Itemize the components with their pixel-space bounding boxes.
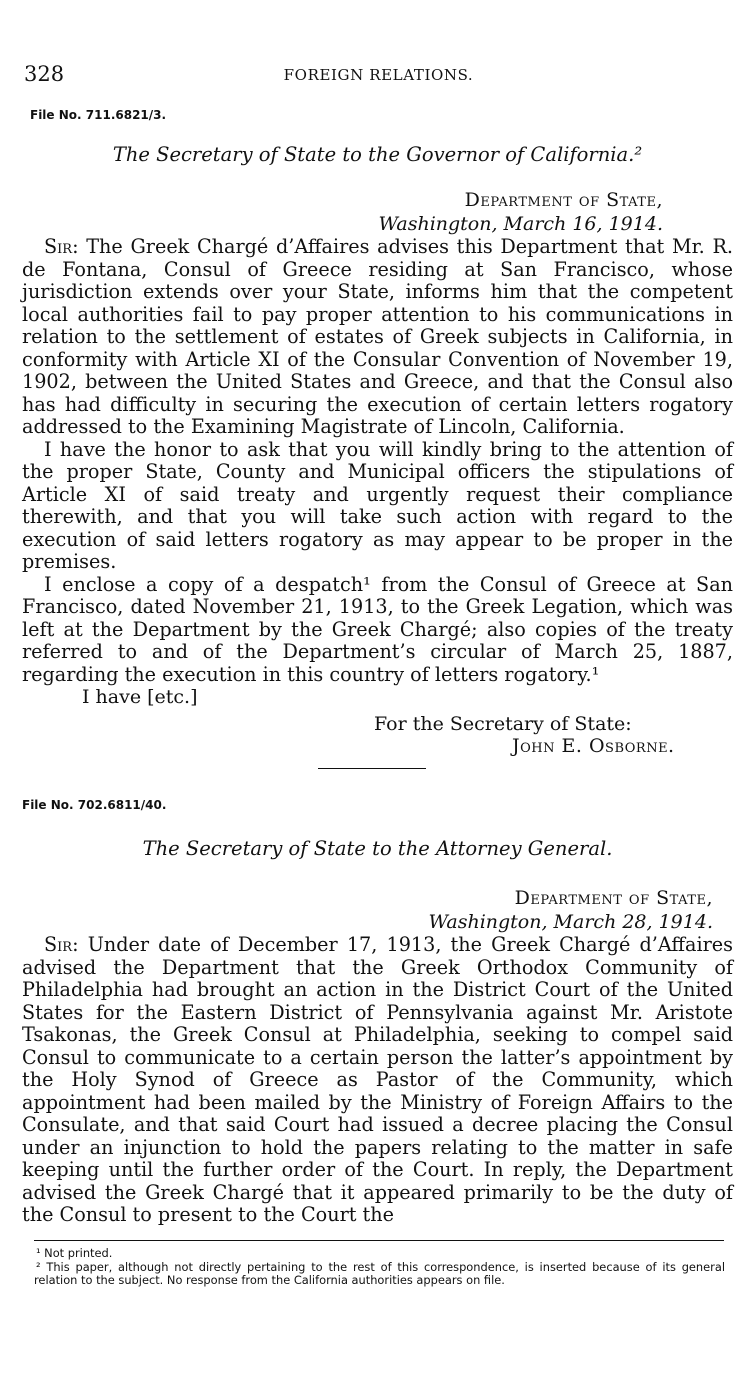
paragraph: Sir: Under date of December 17, 1913, the Greek Chargé d’Affaires advised the Department that the Greek Orthodox Community of Philadelphia had brought an action in the District Court of the United States for the Eastern District of Pennsylvania against Mr. Aristote Tsakonas, the Greek Consul at Philadelphia, seeking to compel said Consul to communicate to a certain person the latter’s appointment by the Holy Synod of Greece as Pastor of the Community, which appointment had been mailed by the Ministry of Foreign Affairs to the Consulate, and that said Court had issued a decree placing the Consul under an injunction to hold the papers relating to the matter in safe keeping until the further order of the Court. In reply, the Department advised the Greek Chargé that it appeared primarily to be the duty of the Consul to present to the Court the (22, 933, 733, 1226)
dateline (22, 886, 733, 934)
place-date: Washington, March 16, 1914. (378, 213, 663, 235)
letter-body (22, 934, 733, 1227)
page-number: 328 (24, 62, 65, 86)
letter-title: The Secretary of State to the Attorney General. (142, 837, 613, 860)
footnote-2: ² This paper, although not directly pertaining to the rest of this correspondence, is inserted because of its general relation to the subject. No response from the California authorities appears on file. (34, 1259, 725, 1287)
department-name: Department of State, (464, 189, 663, 211)
letter-body (22, 236, 733, 686)
letter-1 (22, 108, 733, 769)
file-number: File No. 702.6811/40. (22, 798, 167, 812)
paragraph: I enclose a copy of a despatch¹ from the Consul of Greece at San Francisco, dated November 21, 1913, to the Greek Legation, which was left at the Department by the Greek Chargé; also copies of the treaty referred to and of the Department’s circular of March 25, 1887, regarding the execution in this country of letters rogatory.¹ (22, 572, 733, 686)
section-divider (318, 768, 426, 769)
page-header (24, 62, 733, 92)
signature-name: John E. Osborne. (512, 735, 675, 757)
salutation: Sir: (44, 933, 79, 956)
running-head: FOREIGN RELATIONS. (283, 66, 474, 84)
salutation: Sir: (44, 235, 79, 258)
footnote-divider (34, 1240, 724, 1241)
department-name: Department of State, (514, 887, 713, 909)
letter-2 (22, 798, 733, 1227)
closing: I have [etc.] (82, 686, 198, 708)
paragraph: I have the honor to ask that you will kindly bring to the attention of the proper State, County and Municipal officers the stipulations of Article XI of said treaty and urgently request their compliance therewith, and that you will take such action with regard to the execution of said letters rogatory as may appear to be proper in the premises. (22, 437, 733, 573)
footnotes (34, 1247, 725, 1288)
letter-title: The Secretary of State to the Governor of California.² (112, 143, 643, 166)
dateline (22, 188, 733, 236)
paragraph: Sir: The Greek Chargé d’Affaires advises this Department that Mr. R. de Fontana, Consul of Greece residing at San Francisco, whose jurisdiction extends over your State, informs him that the competent local authorities fail to pay proper attention to his communications in relation to the settlement of estates of Greek subjects in California, in conformity with Article XI of the Consular Convention of November 19, 1902, between the United States and Greece, and that the Consul also has had difficulty in securing the execution of certain letters rogatory addressed to the Examining Magistrate of Lincoln, California. (22, 235, 733, 438)
file-number: File No. 711.6821/3. (30, 108, 167, 122)
place-date: Washington, March 28, 1914. (428, 911, 713, 933)
footnote-1: ¹ Not printed. (36, 1246, 113, 1260)
signature-line: For the Secretary of State: (374, 712, 632, 735)
